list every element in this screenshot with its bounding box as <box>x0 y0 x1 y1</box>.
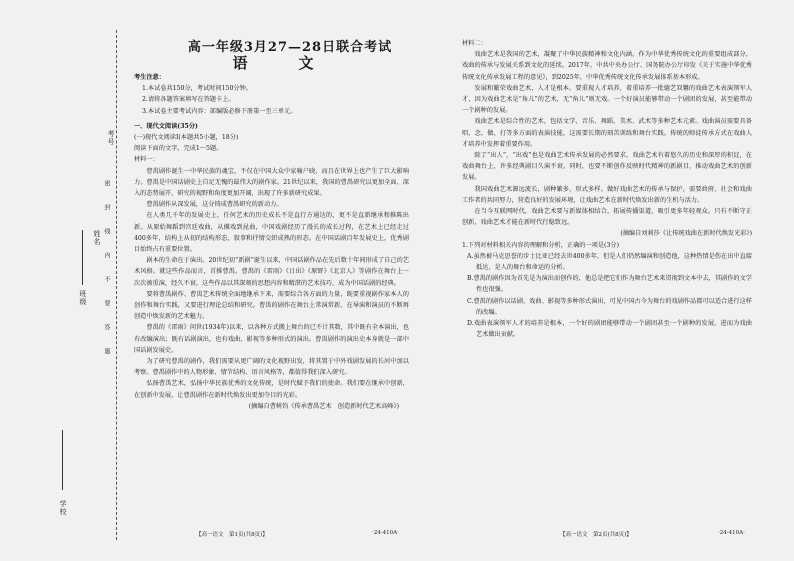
paragraph: 我国戏曲艺术源远流长，剧种繁多，形式多样。做好戏曲艺术的传承与保护，需要政府、社会和戏曲工作者的共同努力，营造良好的发展环境，让戏曲艺术在新时代焕发出新的生机与活力。 <box>462 185 752 204</box>
subsection-heading: (一)现代文阅读Ⅰ(本题共5小题，18分) <box>134 134 239 142</box>
footer-code: ·24-410A· <box>372 530 399 536</box>
paragraph: 曹禺剧作诞生一中华民族的魂宝，不仅在中国大众中家喻户晓，而且在世界上也产生了巨大影响力。曹禺是中国话剧史上自足无愧的最伟大的剧作家。21世纪以来，我国的曹禺研究以更加全面、深入的态势展开，研究的视野和角度更加开阔，出现了许多新研究成果。 <box>134 167 409 198</box>
number-label: 考号 <box>107 130 115 146</box>
paragraph: 除了“出人”，“出戏”也是戏曲艺术传承发展的必然要求。戏曲艺术有着悠久的历史和深厚的积淀，在戏曲舞台上，许多经典剧目久演不衰。同时，也要不断创作反映时代精神的新剧目，推动戏曲艺术的创新发展。 <box>462 152 752 182</box>
school-label: 学校 <box>59 500 67 516</box>
paragraph: 曹禺剧作从深发展，这分铸成曹禺研究的新动力。 <box>146 201 283 209</box>
paragraph: 在当今互联网时代，戏曲艺术要与新媒体相结合，拓展传播渠道，吸引更多年轻观众。只有不断守正创新，戏曲艺术才能在新时代行稳致远。 <box>462 208 752 227</box>
paragraph: 在人类几千年的发展史上，任何艺术的历史成长不是直行方通达的，更不是直新继承和推陈出新。从原始舞蹈到宫廷戏曲，从傩戏到昆曲，中国戏剧经历了漫长的成长过程，在艺术上已经走过400多年，结构上从初的结构形态，叙事和抒情交织成熟的形态。在中国话剧百年发展史上，优秀剧目始终占有重要位置。 <box>134 212 409 254</box>
paragraph: 为了研究曹禺的剧作，我们需要从更广阔的文化视野出发，将其置于中外戏剧发展的长河中加以考察。曹禺剧作中的人物形象、情节结构、语言风格等，都值得我们深入研究。 <box>134 358 409 377</box>
school-line <box>62 430 63 490</box>
footer-page-label: 【高一语文 第2页(共8页)】 <box>560 532 632 538</box>
notice-item: 3.本试卷主要考试内容：部编版必修下册第一至三单元。 <box>142 107 297 115</box>
paragraph: 戏曲艺术是综合性的艺术，包括文学、音乐、舞蹈、美术、武术等多种艺术元素。戏曲演员需要具备唱、念、做、打等多方面的表演技能，这需要长期的刻苦训练和舞台实践。传统的师徒传承方式在戏曲人才培养中发挥着重要作用。 <box>462 118 752 148</box>
question-option-d: D.戏曲表演领军人才的培养是根本，一个好的剧团能够带动一个剧团甚至一个剧种的发展，进而为戏曲艺术做出贡献。 <box>467 320 752 339</box>
question-option-c: C.曹禺的剧作以话剧、戏曲、影视等多种形式演出，可见中国古今为舞台的戏剧作品都可以适合进行这样的改编。 <box>467 297 752 316</box>
notice-item: 1.本试卷共150分，考试时间150分钟。 <box>142 85 252 93</box>
material-label: 材料二： <box>462 40 487 47</box>
binding-margin <box>59 30 120 540</box>
paragraph: 剧本的生命在于演出。20世纪初“新剧”诞生以来，中国话剧作品在先后数十年间形成了自己的艺术风格。就这些作品而言，首推曹禺。曹禺的《雷雨》《日出》《原野》《北京人》等剧作在舞台上一次次被重演，经久不衰。这些作品以其深刻的思想内容和精湛的艺术技巧，成为中国话剧的经典。 <box>134 257 409 287</box>
paragraph: 曹禺的《雷雨》问世(1934年)以来，以各种方式搬上舞台的已不计其数，其中既有全本演出，也有改编演出；既有话剧演出，也有戏曲、影视等多种形式的演出。曹禺剧作的演出史本身就是一部中国话剧发展史。 <box>134 324 409 354</box>
notice-heading: 考生注意： <box>134 74 165 81</box>
question-option-a: A.虽然被马克思誉的步士比亚已经去世400多年，但是人们仍然编演和创造他，这种热情是伤在出中直接抵达，是人的舞台和命运的分析。 <box>467 252 752 272</box>
right-column <box>462 38 752 340</box>
subject-title: 语 文 <box>232 54 332 72</box>
exam-title: 高一年级3月27—28日联合考试 <box>187 40 393 55</box>
source-citation: (摘编自曹树钧《传承曹禺艺术 创造新时代艺术高峰》) <box>248 402 399 410</box>
class-line <box>82 230 83 285</box>
left-column <box>134 72 409 412</box>
section-heading: 一、现代文阅读(35分) <box>134 122 198 130</box>
notice-item: 2.请将各题答案填写在答题卡上。 <box>142 96 235 104</box>
material-label: 材料一： <box>134 156 159 164</box>
seal-line-text: 密 封 线 内 不 要 答 题 <box>103 180 110 356</box>
paragraph: 弘扬曹禺艺术，弘扬中华民族优秀的文化传统，是时代赋予我们的使命。我们要在继承中创新，在创新中发展，让曹禺剧作在新时代焕发出更加夺目的光彩。 <box>134 380 409 399</box>
paragraph: 要将曹禺剧作、曹禺艺术传统全面地继承下来，需要综合各方面的力量，既要重视剧作家本人的创作和舞台实践，又要进行理论总结和研究。曹禺的剧作在舞台上常演常新，在导演和演员的不断再创造中焕发新的艺术魅力。 <box>134 290 409 321</box>
paragraph: 发展和繁荣戏曲艺术，人才是根本。要重视人才培养，着重培养一批德艺双馨的戏曲艺术表演领军人才，因为戏曲艺术是“角儿”的艺术，无“角儿”则无戏。一个好演员能够带动一个剧团的发展，甚至能带动一个剧种的发展。 <box>462 84 752 115</box>
class-label: 班级 <box>79 290 87 306</box>
paragraph: 戏曲艺术是我国的艺术，凝聚了中华民族精神和文化内涵。作为中华优秀传统文化的重要组成部分，戏曲的传承与发展关系到文化的延续。2017年，中共中央办公厅、国务院办公厅印发《关于实施中华优秀传统文化传承发展工程的意见》，到2025年，中华优秀传统文化传承发展体系基本形成。 <box>462 51 752 81</box>
instruction: 阅读下面的文字，完成1～5题。 <box>134 145 223 153</box>
question-option-b: B.曹禺的剧作因为首先是为演出而创作的，他总是把它们作为舞台艺术来贯彻到文本中去，其剧作的文学性也很强。 <box>467 275 752 294</box>
name-label: 姓名 <box>93 230 101 246</box>
source-citation: (摘编自刘莉莎《让传统戏曲在新时代焕发光彩》) <box>620 230 752 238</box>
footer-page-label: 【高一语文 第1页(共8页)】 <box>196 532 268 538</box>
cut-line <box>116 30 117 540</box>
footer-code: ·24-410A· <box>718 530 745 536</box>
question-stem: 1.下列对材料相关内容的理解和分析，正确的一项是(3分) <box>462 241 619 249</box>
